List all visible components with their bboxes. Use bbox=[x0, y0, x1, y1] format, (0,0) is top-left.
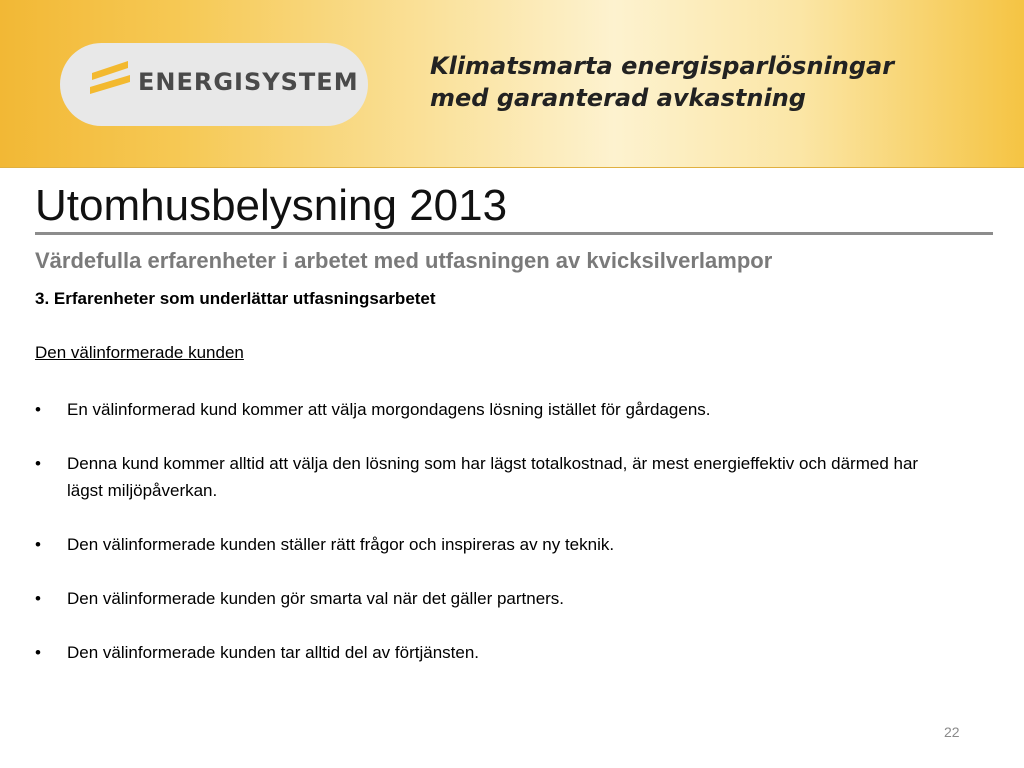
customer-heading: Den välinformerade kunden bbox=[35, 343, 244, 362]
page-number: 22 bbox=[944, 724, 960, 740]
list-item bbox=[35, 450, 935, 504]
bullet-icon: • bbox=[35, 643, 41, 662]
header-banner bbox=[0, 0, 1024, 168]
list-item bbox=[35, 585, 935, 612]
bullet-icon: • bbox=[35, 535, 41, 554]
bullet-list bbox=[35, 396, 935, 693]
list-item bbox=[35, 531, 935, 558]
list-item bbox=[35, 639, 935, 666]
bullet-text: Den välinformerade kunden gör smarta val när det gäller partners. bbox=[67, 589, 565, 608]
tagline-line-2: med garanterad avkastning bbox=[430, 84, 806, 112]
slide-subtitle: Värdefulla erfarenheter i arbetet med utfasningen av kvicksilverlampor bbox=[35, 248, 773, 273]
logo bbox=[60, 43, 368, 126]
bullet-text: Den välinformerade kunden tar alltid del av förtjänsten. bbox=[67, 643, 480, 662]
list-item bbox=[35, 396, 935, 423]
bullet-icon: • bbox=[35, 589, 41, 608]
tagline-line-1: Klimatsmarta energisparlösningar bbox=[430, 52, 895, 80]
section-heading: 3. Erfarenheter som underlättar utfasningsarbetet bbox=[35, 289, 436, 308]
logo-text: ENERGISYSTEM bbox=[138, 68, 359, 96]
bullet-text: Den välinformerade kunden ställer rätt frågor och inspireras av ny teknik. bbox=[67, 535, 615, 554]
slide-title: Utomhusbelysning 2013 bbox=[35, 181, 508, 230]
bullet-text: Denna kund kommer alltid att välja den lösning som har lägst totalkostnad, är mest energieffektiv och därmed har lägst miljöpåverkan. bbox=[67, 454, 919, 500]
energy-stripes-icon bbox=[86, 59, 136, 103]
bullet-text: En välinformerad kund kommer att välja morgondagens lösning istället för gårdagens. bbox=[67, 400, 711, 419]
title-divider bbox=[35, 232, 993, 235]
tagline bbox=[430, 50, 1010, 114]
bullet-icon: • bbox=[35, 400, 41, 419]
bullet-icon: • bbox=[35, 454, 41, 473]
